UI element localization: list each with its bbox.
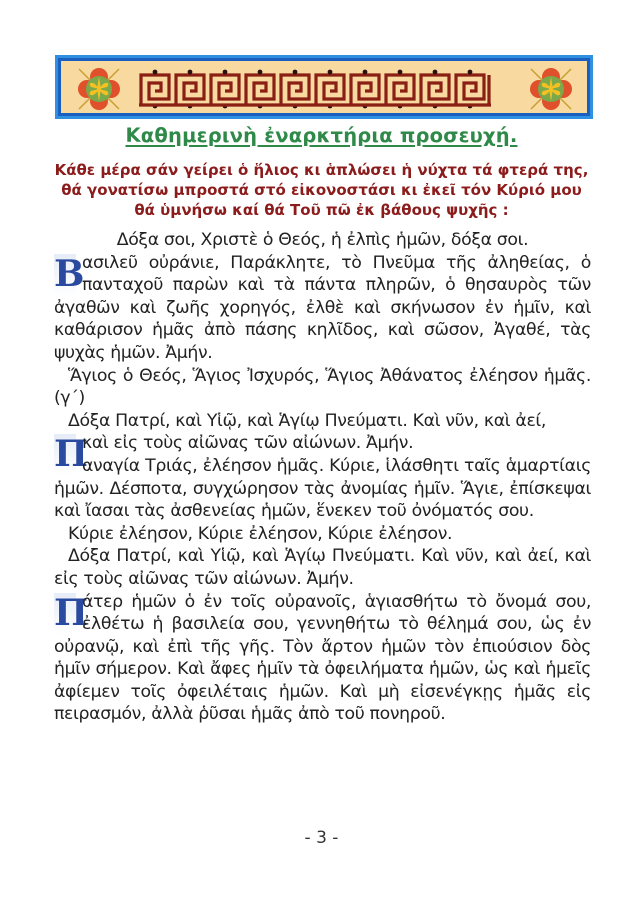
prayer-panagia-trias — [54, 432, 591, 522]
ornamental-banner — [55, 55, 593, 119]
page-number: - 3 - — [304, 828, 339, 848]
rosette-icon — [529, 67, 573, 111]
greek-key-pattern — [139, 69, 493, 109]
prayer-text: αναγία Τριάς, ἐλέησον ἡμᾶς. Κύριε, ἱλάσθητι ταῖς ἁμαρτίαις ἡμῶν. Δέσποτα, συγχώρησον τὰς ἀνομίας ἡμῖν. Ἅγιε, ἐπίσκεψαι καὶ ἴασαι τὰς ἀσθενείας ἡμῶν, ἕνεκεν τοῦ ὀνόματός σου. — [54, 455, 591, 522]
prayer-doxa-patri: Δόξα Πατρί, καὶ Υἱῷ, καὶ Ἁγίῳ Πνεύματι. Καὶ νῦν, καὶ ἀεί, — [68, 410, 547, 431]
intro-line: θά ὑμνήσω καί θά Τοῦ πῶ ἐκ βάθους ψυχῆς : — [134, 201, 509, 219]
intro-line: Κάθε μέρα σάν γείρει ὁ ἥλιος κι ἁπλώσει ἡ νύχτα τά φτερά της, — [54, 161, 589, 179]
prayer-text: άτερ ἡμῶν ὁ ἐν τοῖς οὐρανοῖς, ἁγιασθήτω τὸ ὄνομά σου, ἐλθέτω ἡ βασιλεία σου, γεννηθήτω τὸ θέλημά σου, ὡς ἐν οὐρανῷ, καὶ ἐπὶ τῆς γῆς. Τὸν ἄρτον ἡμῶν τὸν ἐπιούσιον δὸς ἡμῖν σήμερον. Καὶ ἄφες ἡμῖν τὰ ὀφειλήματα ἡμῶν, ὡς καὶ ἡμεῖς ἀφίεμεν τοῖς ὀφειλέταις ἡμῶν. Καὶ μὴ εἰσενέγκῃς ἡμᾶς εἰς πειρασμόν, ἀλλὰ ῥῦσαι ἡμᾶς ἀπὸ τοῦ πονηροῦ. — [54, 591, 591, 725]
prayer-vasilev-ourane — [54, 252, 591, 365]
prayer-doxa-patri-2: Δόξα Πατρί, καὶ Υἱῷ, καὶ Ἁγίῳ Πνεύματι. Καὶ νῦν, καὶ ἀεί, καὶ εἰς τοὺς αἰῶνας τῶν αἰώνων. Ἀμήν. — [54, 546, 591, 589]
dropcap-letter: Π — [54, 591, 88, 634]
dropcap-letter: Π — [54, 433, 88, 476]
prayer-body — [54, 229, 591, 726]
dropcap-letter: Β — [54, 252, 85, 295]
prayer-text: ασιλεῦ οὐράνιε, Παράκλητε, τὸ Πνεῦμα τῆς ἀληθείας, ὁ πανταχοῦ παρὼν καὶ τὰ πάντα πληρῶν, ὁ θησαυρὸς τῶν ἀγαθῶν καὶ ζωῆς χορηγός, ἐλθὲ καὶ σκήνωσον ἐν ἡμῖν, καὶ καθάρισον ἡμᾶς ἀπὸ πάσης κηλῖδος, καὶ σῶσον, Ἀγαθέ, τὰς ψυχὰς ἡμῶν. Ἀμήν. — [54, 252, 591, 363]
intro-line: θά γονατίσω μπροστά στό εἰκονοστάσι κι ἐκεῖ τόν Κύριό μου — [61, 181, 582, 199]
intro-verse — [40, 160, 603, 220]
prayer-doxa-soi: Δόξα σοι, Χριστὲ ὁ Θεός, ἡ ἐλπὶς ἡμῶν, δόξα σοι. — [116, 230, 529, 250]
prayer-pater-imon — [54, 591, 591, 727]
prayer-trisagion: Ἅγιος ὁ Θεός, Ἅγιος Ἰσχυρός, Ἅγιος Ἀθάνατος ἐλέησον ἡμᾶς. (γ΄) — [54, 365, 591, 409]
rosette-icon — [77, 67, 121, 111]
banner-frame — [58, 58, 590, 116]
prayer-text-cont: καὶ εἰς τοὺς αἰῶνας τῶν αἰώνων. Ἀμήν. — [82, 433, 414, 454]
prayer-kyrie-eleison: Κύριε ἐλέησον, Κύριε ἐλέησον, Κύριε ἐλέησον. — [68, 523, 453, 544]
page-title: Καθημερινὴ ἐναρκτήρια προσευχή. — [125, 124, 518, 147]
